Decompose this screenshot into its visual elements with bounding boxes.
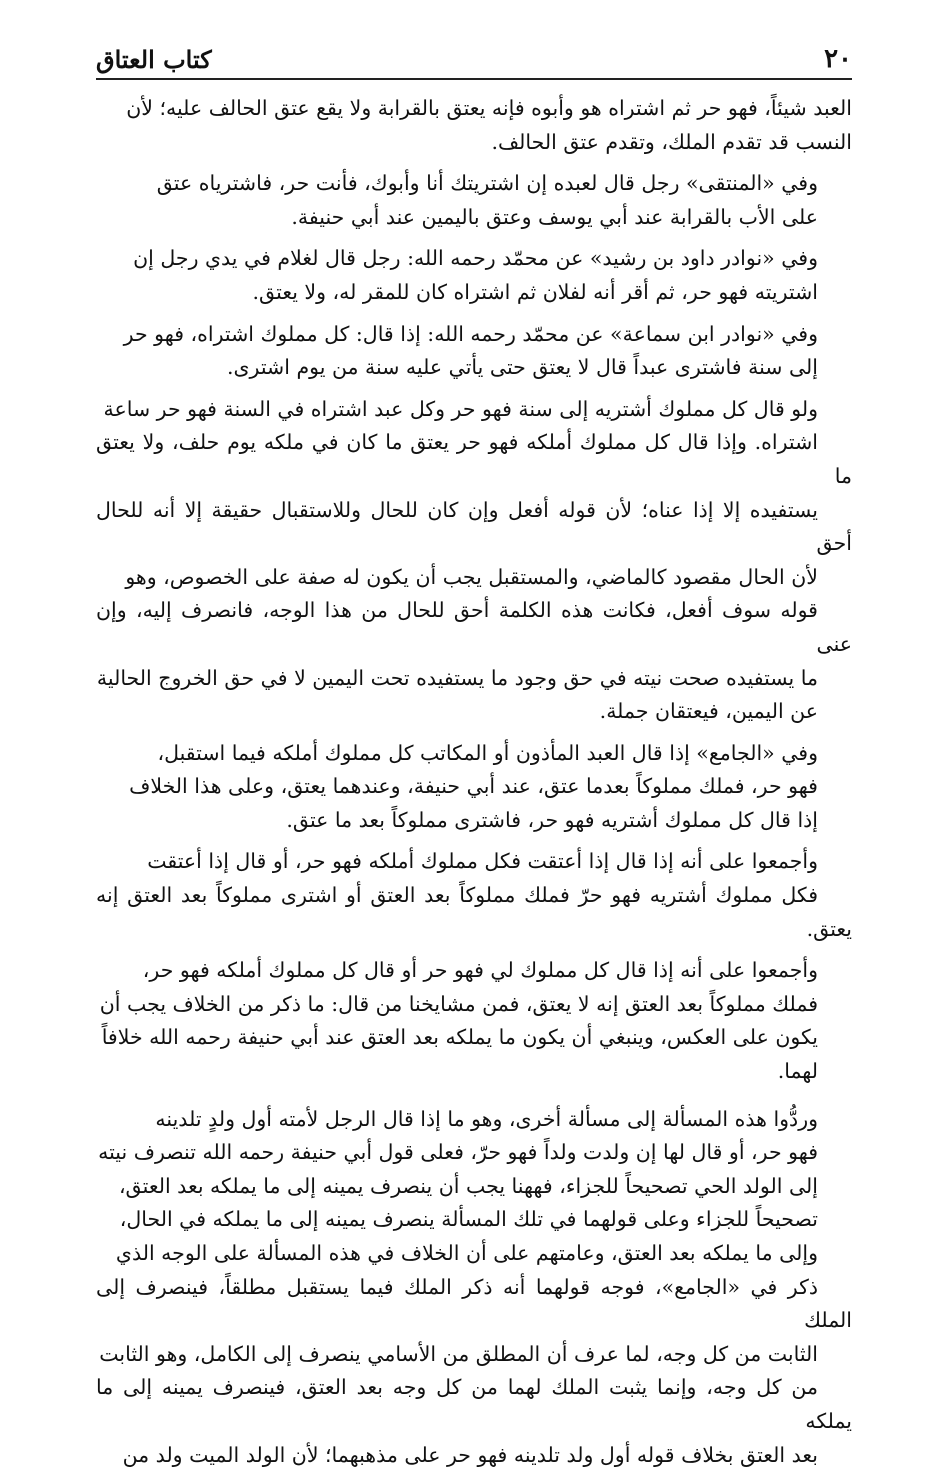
text-line: من كل وجه، وإنما يثبت الملك لهما من كل وجه بعد العتق، فينصرف يمينه إلى ما يملكه <box>96 1375 852 1433</box>
text-line: على الأب بالقرابة عند أبي يوسف وعتق باليمين عند أبي حنيفة. <box>291 204 818 229</box>
text-line: ذكر في «الجامع»، فوجه قولهما أنه ذكر الملك فيما يستقبل مطلقاً، فينصرف إلى الملك <box>96 1274 852 1333</box>
page-body <box>96 92 852 1480</box>
text-line: الثابت من كل وجه، لما عرف أن المطلق من الأسامي ينصرف إلى الكامل، وهو الثابت <box>99 1341 818 1366</box>
paragraph <box>96 167 852 234</box>
text-line: النسب قد تقدم الملك، وتقدم عتق الحالف. <box>491 129 852 154</box>
text-line: يستفيده إلا إذا عناه؛ لأن قوله أفعل وإن كان للحال وللاستقبال حقيقة إلا أنه للحال أحق <box>96 497 852 556</box>
text-line: لأن الحال مقصود كالماضي، والمستقبل يجب أن يكون له صفة على الخصوص، وهو <box>125 564 818 589</box>
text-line: فملك مملوكاً بعد العتق إنه لا يعتق، فمن مشايخنا من قال: ما ذكر من الخلاف يجب أن <box>99 991 818 1016</box>
text-line: لهما. <box>777 1059 818 1084</box>
text-line: إلى الولد الحي تصحيحاً للجزاء، فههنا يجب أن ينصرف يمينه إلى ما يملكه بعد العتق، <box>118 1173 818 1198</box>
text-line: قوله سوف أفعل، فكانت هذه الكلمة أحق للحال من هذا الوجه، فانصرف إليه، وإن عنى <box>96 598 852 656</box>
text-line: إذا قال كل مملوك أشتريه فهو حر، فاشترى مملوكاً بعد ما عتق. <box>286 807 818 832</box>
text-line: اشتريته فهو حر، ثم أقر أنه لفلان ثم اشتراه كان للمقر له، ولا يعتق. <box>252 279 818 304</box>
text-line: اشتراه. وإذا قال كل مملوك أملكه فهو حر يعتق ما كان في ملكه يوم حلف، ولا يعتق ما <box>96 430 852 488</box>
text-line: يكون على العكس، وينبغي أن يكون ما يملكه بعد العتق عند أبي حنيفة رحمه الله خلافاً <box>101 1025 818 1050</box>
text-line: بعد العتق بخلاف قوله أول ولد تلدينه فهو حر على مذهبهما؛ لأن الولد الميت ولد من <box>122 1442 818 1467</box>
text-line: العبد شيئاً، فهو حر ثم اشتراه هو وأبوه فإنه يعتق بالقرابة ولا يقع عتق الحالف عليه؛ لأن <box>126 96 852 120</box>
paragraph <box>96 393 852 729</box>
text-line: ولو قال كل مملوك أشتريه إلى سنة فهو حر وكل عبد اشتراه في السنة فهو حر ساعة <box>103 396 818 421</box>
text-line: وفي «نوادر داود بن رشيد» عن محمّد رحمه الله: رجل قال لغلام في يدي رجل إن <box>133 246 818 271</box>
text-line: وأجمعوا على أنه إذا قال كل مملوك لي فهو حر أو قال كل مملوك أملكه فهو حر، <box>142 958 818 983</box>
text-line: فهو حر، أو قال لها إن ولدت ولداً فهو حرّ، فعلى قول أبي حنيفة رحمه الله تنصرف نيته <box>98 1140 818 1165</box>
paragraph <box>96 318 852 385</box>
paragraph <box>96 954 852 1088</box>
text-line: وردُّوا هذه المسألة إلى مسألة أخرى، وهو ما إذا قال الرجل لأمته أول ولدٍ تلدينه <box>155 1106 818 1131</box>
running-title: كتاب العتاق <box>96 45 212 74</box>
text-line: وإلى ما يملكه بعد العتق، وعامتهم على أن الخلاف في هذه المسألة على الوجه الذي <box>115 1241 818 1265</box>
paragraph <box>96 845 852 946</box>
text-line: تصحيحاً للجزاء وعلى قولهما في تلك المسألة ينصرف يمينه إلى ما يملكه في الحال، <box>119 1207 818 1232</box>
paragraph <box>96 242 852 309</box>
text-line: وفي «المنتقى» رجل قال لعبده إن اشتريتك أنا وأبوك، فأنت حر، فاشترياه عتق <box>156 171 818 196</box>
paragraph <box>96 92 852 159</box>
text-line: فكل مملوك أشتريه فهو حرّ فملك مملوكاً بعد العتق أو اشترى مملوكاً بعد العتق إنه يعتق. <box>96 883 852 941</box>
page-header <box>96 32 852 80</box>
text-line: فهو حر، فملك مملوكاً بعدما عتق، عند أبي حنيفة، وعندهما يعتق، وعلى هذا الخلاف <box>129 774 818 799</box>
text-line: ما يستفيده صحت نيته في حق وجود ما يستفيده تحت اليمين لا في حق الخروج الحالية <box>96 665 818 690</box>
text-line: وفي «الجامع» إذا قال العبد المأذون أو المكاتب كل مملوك أملكه فيما استقبل، <box>157 740 818 765</box>
text-line: إلى سنة فاشترى عبداً قال لا يعتق حتى يأتي عليه سنة من يوم اشترى. <box>227 355 818 380</box>
text-line: وأجمعوا على أنه إذا قال إذا أعتقت فكل مملوك أملكه فهو حر، أو قال إذا أعتقت <box>147 849 818 874</box>
text-line: عن اليمين، فيعتقان جملة. <box>599 699 818 724</box>
paragraph <box>96 737 852 838</box>
text-line: وفي «نوادر ابن سماعة» عن محمّد رحمه الله: إذا قال: كل مملوك اشتراه، فهو حر <box>123 321 818 346</box>
paragraph <box>96 1103 852 1473</box>
page-number: ٢٠ <box>824 44 852 74</box>
